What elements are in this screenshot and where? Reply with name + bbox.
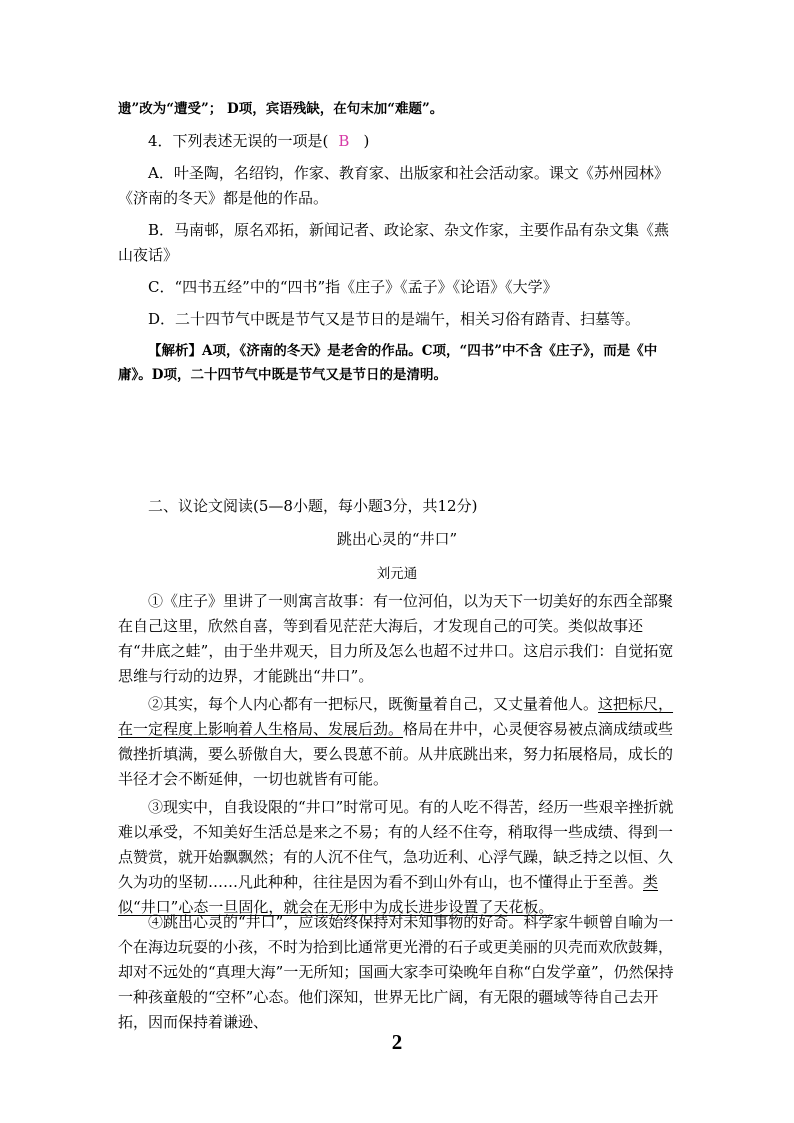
paragraph-2-underlined: 这把标尺，在一定程度上影响着人生格局、发展后劲。 [118, 695, 674, 738]
option-b: B．马南邨，原名邓拓，新闻记者、政论家、杂文作家，主要作品有杂文集《燕山夜话》 [118, 221, 670, 264]
option-c: C．“四书五经”中的“四书”指《庄子》《孟子》《论语》《大学》 [148, 278, 558, 296]
paragraph-3 [118, 795, 676, 920]
option-d: D．二十四节气中既是节气又是节日的是端午，相关习俗有踏青、扫墓等。 [148, 310, 641, 328]
question-4-stem [118, 129, 676, 154]
paragraph-2-text-a: ②其实，每个人内心都有一把标尺，既衡量着自己，又丈量着他人。 [148, 695, 599, 713]
article-title: 跳出心灵的“井口” [336, 530, 458, 548]
section-heading: 二、议论文阅读(5—8小题，每小题3分，共12分) [148, 497, 478, 515]
paragraph-2-text-b: 格局在井中，心灵便容易被点滴成绩或些微挫折填满，要么骄傲自大，要么畏葸不前。从井底跳出来，努力拓展格局，成长的半径才会不断延伸，一切也就皆有可能。 [118, 720, 674, 788]
paragraph-1: ①《庄子》里讲了一则寓言故事：有一位河伯，以为天下一切美好的东西全部聚在自己这里，欣然自喜，等到看见茫茫大海后，才发现自己的可笑。类似故事还有“井底之蛙”，由于坐井观天，目力所及怎么也超不过井口。这启示我们：自觉拓宽思维与行动的边界，才能跳出“井口”。 [118, 592, 674, 685]
question-answer: B [338, 132, 350, 150]
article-author: 刘元通 [376, 566, 418, 582]
paragraph-3-text-a: ③现实中，自我设限的“井口”时常可见。有的人吃不得苦，经历一些艰辛挫折就难以承受，不知美好生活总是来之不易；有的人经不住夸，稍取得一些成绩、得到一点赞赏，就开始飘飘然；有的人沉不住气，急功近利、心浮气躁，缺乏持之以恒、久久为功的坚韧……凡此种种，往往是因为看不到山外有山，也不懂得止于至善。 [118, 798, 674, 891]
question-stem-after: ) [363, 132, 370, 150]
page-number: 2 [391, 1030, 403, 1054]
question-stem-before: 4．下列表述无误的一项是( [148, 132, 329, 150]
paragraph-4: ④跳出心灵的“井口”，应该始终保持对未知事物的好奇。科学家牛顿曾自喻为一个在海边玩耍的小孩，不时为拾到比通常更光滑的石子或更美丽的贝壳而欢欣鼓舞，却对不远处的“真理大海”一无所知；国画大家李可染晚年自称“白发学童”，仍然保持一种孩童般的“空杯”心态。他们深知，世界无比广阔，有无限的疆域等待自己去开拓，因而保持着谦逊、 [118, 913, 674, 1031]
option-a: A．叶圣陶，名绍钧，作家、教育家、出版家和社会活动家。课文《苏州园林》《济南的冬天》都是他的作品。 [118, 164, 669, 207]
paragraph-2 [118, 692, 676, 792]
question-4-analysis: 【解析】A项，《济南的冬天》是老舍的作品。C项，“四书”中不含《庄子》，而是《中庸》。D项，二十四节气中既是节气又是节日的是清明。 [118, 343, 658, 383]
paragraph-3-underlined: 类似“井口”心态一旦固化，就会在无形中为成长进步设置了天花板。 [118, 873, 659, 916]
prev-analysis-tail: 遗”改为“遭受”； D项，宾语残缺，在句末加“难题”。 [118, 101, 444, 117]
